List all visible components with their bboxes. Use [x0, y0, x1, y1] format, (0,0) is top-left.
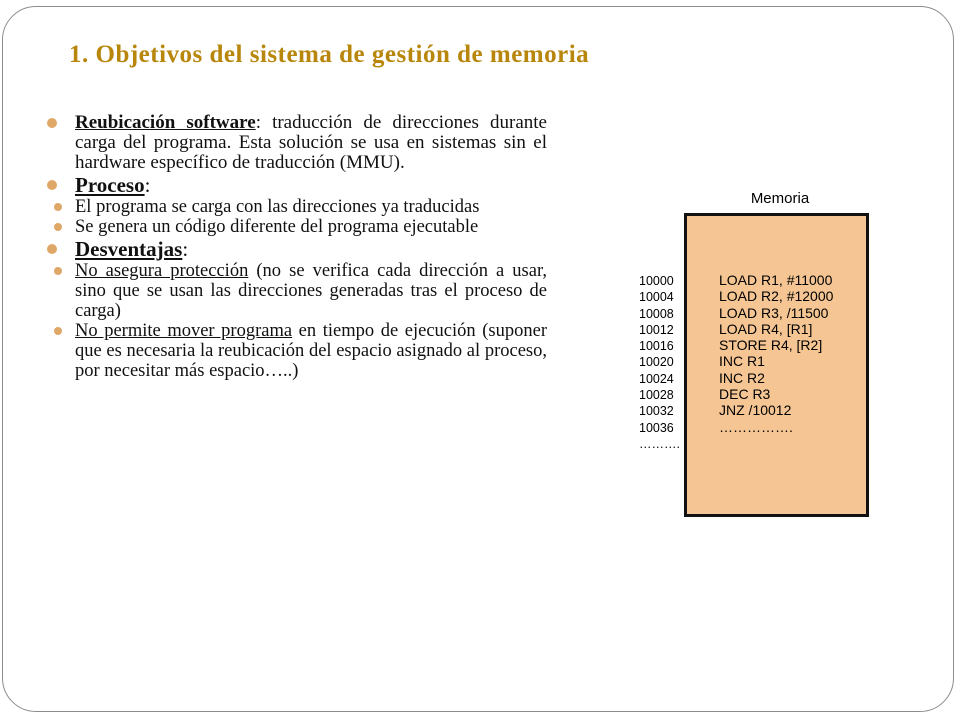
address-label: 10008 — [639, 306, 674, 321]
sub-bullet-desventajas-1-text: (no se verifica cada dirección a usar, sino que se usan las direcciones generadas tras el proceso de carga) — [75, 261, 547, 321]
address-ellipsis: ………. — [639, 436, 680, 451]
memory-diagram — [633, 187, 873, 527]
bullet-proceso — [75, 173, 547, 197]
sub-bullet-desventajas-1 — [75, 261, 547, 321]
bullet-desventajas — [75, 237, 547, 261]
instruction-line: LOAD R3, /11500 — [719, 304, 829, 321]
sub-bullet-desventajas-2 — [75, 321, 547, 381]
bullet-reubicacion-sep: : — [255, 112, 261, 133]
sub-bullet-desventajas-1-underlined: No asegura protección — [75, 261, 249, 281]
address-column — [639, 273, 680, 452]
sub-bullet-proceso-1: El programa se carga con las direcciones ya traducidas — [75, 197, 547, 217]
instruction-line: INC R1 — [719, 353, 765, 370]
sub-bullet-desventajas-2-underlined: No permite mover programa — [75, 321, 293, 341]
bullet-reubicacion-text: traducción de direcciones durante carga del programa. Esta solución se usa en sistemas sin el hardware específico de traducción (MMU). — [75, 112, 547, 173]
bullet-reubicacion — [75, 113, 547, 173]
address-label: 10032 — [639, 404, 674, 419]
bullet-desventajas-sep: : — [182, 237, 189, 261]
sub-bullet-desventajas-2-text: en tiempo de ejecución (suponer que es necesaria la reubicación del espacio asignado al proceso, por necesitar más espacio…..) — [75, 321, 547, 381]
memory-title: Memoria — [750, 190, 810, 207]
instruction-line: LOAD R1, #11000 — [719, 272, 833, 288]
address-label: 10012 — [639, 322, 674, 337]
instruction-column — [719, 272, 833, 435]
slide-frame — [2, 6, 954, 712]
address-label: 10028 — [639, 388, 674, 403]
bullet-reubicacion-heading: Reubicación software — [75, 112, 256, 133]
bullet-desventajas-heading: Desventajas — [75, 237, 183, 261]
sub-bullet-proceso-2: Se genera un código diferente del programa ejecutable — [75, 217, 547, 237]
bullet-proceso-heading: Proceso — [75, 173, 145, 197]
address-label: 10000 — [639, 274, 674, 288]
instruction-line: STORE R4, [R2] — [719, 337, 823, 354]
instruction-line: LOAD R2, #12000 — [719, 288, 834, 305]
address-label: 10004 — [639, 290, 674, 305]
instruction-line: JNZ /10012 — [719, 402, 792, 419]
address-label: 10024 — [639, 371, 674, 386]
slide-title: 1. Objetivos del sistema de gestión de memoria — [69, 41, 590, 68]
address-label: 10036 — [639, 420, 674, 435]
instruction-line: DEC R3 — [719, 386, 771, 403]
instruction-line: LOAD R4, [R1] — [719, 320, 813, 337]
content-area — [75, 113, 547, 381]
address-label: 10020 — [639, 355, 674, 370]
instruction-ellipsis: ……………. — [719, 418, 793, 435]
instruction-line: INC R2 — [719, 369, 765, 386]
address-label: 10016 — [639, 339, 674, 354]
bullet-proceso-sep: : — [144, 173, 151, 197]
